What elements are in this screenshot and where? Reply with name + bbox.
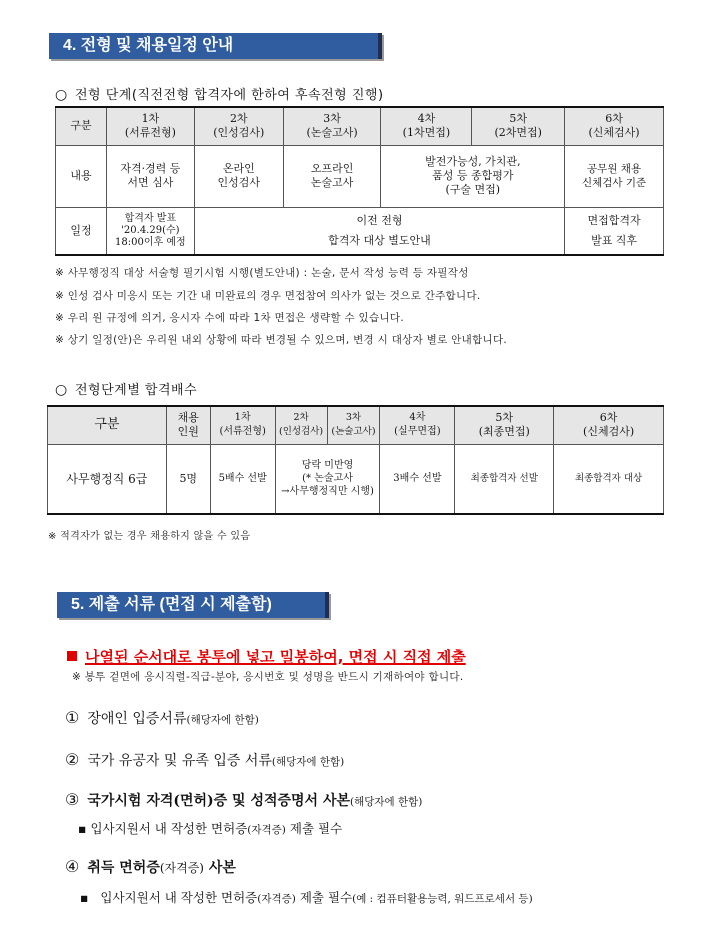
ratio-header: 6차 (신체검사)	[554, 406, 664, 444]
ratio-header: 4차 (실무면접)	[380, 406, 455, 444]
content-cell: 발전가능성, 가치관, 품성 등 종합평가 (구술 면접)	[381, 145, 565, 207]
ratio-header: 5차 (최종면접)	[455, 406, 554, 444]
ratio-subtitle-text: 전형단계별 합격배수	[75, 383, 198, 398]
doc-note: (해당자에 한함)	[271, 756, 345, 768]
square-bullet-icon	[67, 651, 77, 661]
content-cell: 자격·경력 등 서면 심사	[106, 145, 194, 207]
ratio-cell: 사무행정직 6급	[48, 444, 167, 514]
sub-bullet-small: (자격증)	[247, 824, 286, 836]
doc-number: ④	[65, 857, 80, 876]
ratio-cell: 최종합격자 대상	[554, 444, 664, 514]
ratio-header: 구분	[48, 406, 167, 444]
schedule-label: 일정	[56, 207, 107, 255]
content-cell: 공무원 채용 신체검사 기준	[565, 145, 664, 207]
doc-text: 취득 면허증	[87, 860, 160, 876]
ratio-table	[47, 405, 664, 515]
ratio-data-row	[48, 444, 664, 514]
doc-note: (해당자에 한함)	[186, 714, 259, 726]
sub-bullet-text: 입사지원서 내 작성한 면허증	[90, 821, 248, 836]
content-label: 내용	[56, 145, 107, 207]
doc-number: ①	[65, 708, 80, 727]
ratio-cell: 당락 미반영 (* 논술고사 →사무행정직만 시행)	[275, 444, 380, 514]
note-line: ※ 상기 일정(안)은 우리원 내외 상황에 따라 변경될 수 있으며, 변경 시 대상자 별로 안내합니다.	[55, 334, 508, 346]
ratio-cell: 5배수 선발	[210, 444, 275, 514]
content-cell: 온라인 인성검사	[194, 145, 283, 207]
ratio-header: 채용 인원	[166, 406, 210, 444]
doc-number: ③	[65, 790, 80, 809]
circle-icon: ○	[55, 87, 68, 103]
note-line: ※ 사무행정직 대상 서술형 필기시험 시행(별도안내) : 논술, 문서 작성 능력 등 자필작성	[55, 267, 469, 279]
doc-note: (자격증)	[159, 861, 204, 875]
section-4-header	[49, 33, 382, 59]
section-5-header	[57, 592, 329, 618]
ratio-cell: 최종합격자 선발	[455, 444, 554, 514]
ratio-cell: 3배수 선발	[380, 444, 455, 514]
bullet-icon: ▪	[80, 890, 101, 905]
note-line: ※ 인성 검사 미응시 또는 기간 내 미완료의 경우 면접참여 의사가 없는 것으로 간주합니다.	[55, 290, 481, 302]
stage-header: 2차 (인성검사)	[194, 107, 283, 145]
stages-content-row	[56, 145, 664, 207]
schedule-middle-cell: 이전 전형 합격자 대상 별도안내	[194, 207, 564, 255]
stages-header-row	[56, 107, 664, 145]
stages-table	[55, 106, 664, 256]
stage-header: 1차 (서류전형)	[106, 107, 194, 145]
main-instruction-text: 나열된 순서대로 봉투에 넣고 밀봉하여, 면접 시 직접 제출	[85, 648, 466, 666]
doc-text: 국가시험 자격(면허)증 및 성적증명서 사본	[87, 793, 350, 809]
ratio-header: 3차 (논술고사)	[327, 406, 380, 444]
schedule-first-cell: 합격자 발표 '20.4.29(수) 18:00이후 예정	[106, 207, 194, 255]
ratio-header: 2차 (인성검사)	[275, 406, 327, 444]
sub-bullet-small: (예 : 컴퓨터활용능력, 워드프로세서 등)	[352, 893, 533, 905]
doc-number: ②	[65, 750, 80, 769]
doc-sub-bullet	[78, 819, 342, 837]
doc-text: 사본	[203, 860, 236, 876]
ratio-header-row	[48, 406, 664, 444]
stages-schedule-row	[56, 207, 664, 255]
document-item	[65, 708, 259, 728]
stage-header: 6차 (신체검사)	[565, 107, 664, 145]
doc-note: (해당자에 한함)	[350, 796, 423, 808]
stages-subtitle-text: 전형 단계(직전전형 합격자에 한하여 후속전형 진행)	[75, 88, 384, 103]
stages-subtitle	[55, 84, 384, 103]
ratio-note: ※ 적격자가 없는 경우 채용하지 않을 수 있음	[48, 531, 251, 542]
stage-header: 4차 (1차면접)	[381, 107, 472, 145]
doc-text: 장애인 입증서류	[87, 711, 187, 727]
section-4-title: 4. 전형 및 채용일정 안내	[63, 37, 234, 54]
doc-sub-bullet	[80, 888, 533, 906]
doc-text: 국가 유공자 및 유족 입증 서류	[87, 753, 272, 769]
ratio-subtitle	[55, 379, 197, 398]
note-line: ※ 우리 원 규정에 의거, 응시자 수에 따라 1차 면접은 생략할 수 있습니다.	[55, 312, 404, 324]
schedule-last-cell: 면접합격자 발표 직후	[565, 207, 664, 255]
sub-bullet-small: (자격증)	[257, 893, 296, 905]
document-item	[65, 750, 344, 770]
sub-bullet-text: 제출 필수	[295, 890, 353, 905]
stage-header: 3차 (논술고사)	[283, 107, 381, 145]
ratio-cell: 5명	[166, 444, 210, 514]
ratio-header: 1차 (서류전형)	[210, 406, 275, 444]
main-instruction	[67, 646, 466, 667]
document-item	[65, 790, 422, 810]
document-item	[65, 857, 236, 877]
section-5-title: 5. 제출 서류 (면접 시 제출함)	[71, 596, 272, 613]
sub-bullet-text: 제출 필수	[285, 821, 343, 836]
sub-bullet-text: 입사지원서 내 작성한 면허증	[100, 890, 258, 905]
stages-corner-cell: 구분	[56, 107, 107, 145]
envelope-note: ※ 봉투 겉면에 응시직렬-직급-분야, 응시번호 및 성명을 반드시 기재하여야 합니다.	[72, 671, 464, 683]
bullet-icon: ▪	[78, 821, 91, 836]
content-cell: 오프라인 논술고사	[283, 145, 381, 207]
circle-icon: ○	[55, 382, 68, 398]
stage-header: 5차 (2차면접)	[472, 107, 565, 145]
